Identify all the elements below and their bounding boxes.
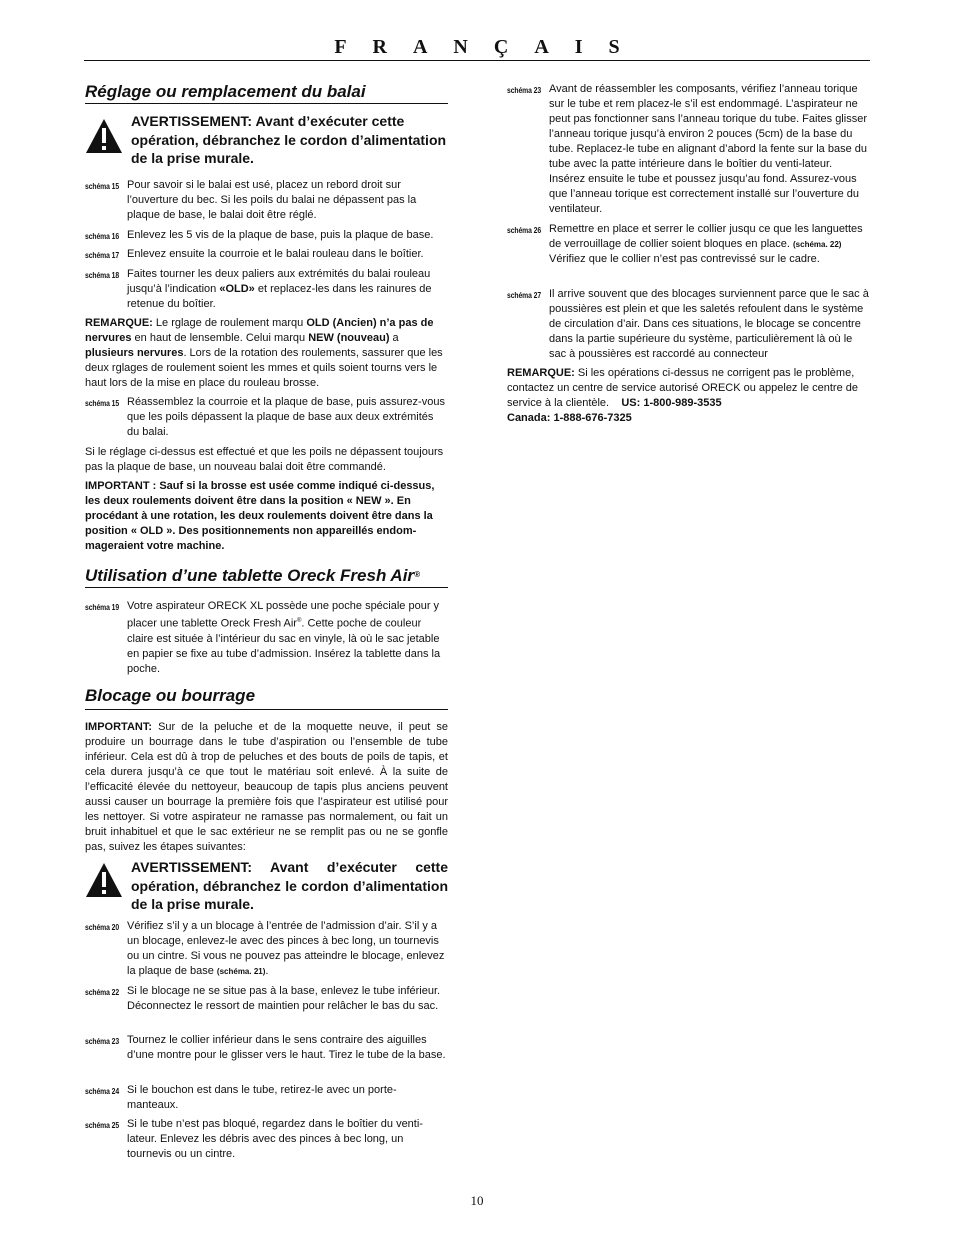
list-item: [85, 395, 448, 440]
list-item-text: Avant de réassembler les composants, vérifiez l’anneau torique sur le tube et rem placez-le s’il est endommagé. L’aspirateur ne peut pas fonctionner sans l’anneau torique du tube. Faites glisser l’anneau torique jusqu’à environ 2 pouces (5cm) de la base du tube. Replacez-le tube en alignant d’abord la fente sur la base du tube avec la patte intérieure dans le boîtier du venti-lateur. Insérez ensuite le tube et poussez jusqu’au fond. Assurez-vous que l’anneau torique est correctement installé sur l’ouverture du ventilateur.: [549, 83, 867, 215]
figure-ref: schéma 26: [507, 226, 542, 235]
figure-ref: schéma 20: [85, 923, 120, 932]
heading-blocage: Blocage ou bourrage: [85, 686, 256, 705]
figure-ref: schéma 15: [85, 182, 120, 191]
list-item: [85, 599, 448, 677]
list-item-text: Il arrive souvent que des blocages surviennent parce que le sac à poussières est plein et que les saletés refoulent dans le système de circulation d’air. Dans ces situations, le blocage se concentre dans la partie supérieure du système, particulièrement là où le sac à poussières est raccordé au connecteur: [549, 288, 869, 360]
heading-rule: [85, 709, 448, 710]
figure-ref: schéma 23: [85, 1037, 120, 1046]
warning-icon: [85, 862, 123, 898]
list-item: [507, 287, 869, 362]
list-item: [85, 247, 448, 262]
figure-ref: schéma 15: [85, 399, 120, 408]
warning-text-1: AVERTISSEMENT: Avant d’exécuter cette opération, débranchez le cordon d’alimentation de la prise murale.: [131, 113, 447, 166]
paragraph-reglage: Si le réglage ci-dessus est effectué et que les poils ne dépassent toujours pas la plaque de base, un nouveau balai doit être commandé.: [85, 446, 444, 473]
list-item-text: Enlevez ensuite la courroie et le balai rouleau dans le boîtier.: [127, 248, 424, 260]
remarque-contact-paragraph: REMARQUE: Si les opérations ci-dessus ne corrigent pas le problème, contactez un centre de service autorisé ORECK ou appelez le centre de service à la clientèle. US: 1-800-989-3535 Canada: 1-888-676-7325: [507, 367, 858, 424]
heading-balai: [85, 81, 448, 104]
list-item-text: Tournez le collier inférieur dans le sens contraire des aiguilles d’une montre pour le glisser vers le haut. Tirez le tube de la base.: [127, 1034, 446, 1061]
list-item-text: Vérifiez s’il y a un blocage à l’entrée de l’admission d’air. S’il y a un blocage, enlevez-le avec des pinces à bec long, un tournevis ou un cintre. Si vous ne pouvez pas atteindre le blocage, enlevez la plaque de base (schéma. 21).: [127, 920, 445, 977]
phone-canada: Canada: 1-888-676-7325: [507, 412, 632, 424]
figure-ref: schéma 17: [85, 251, 120, 260]
list-item: [85, 984, 448, 1014]
list-item-text: Votre aspirateur ORECK XL possède une poche spéciale pour y placer une tablette Oreck Fresh Air®. Cette poche de couleur claire est située à l’intérieur du sac en vinyle, là où le sac jetable en papier se fixe au tube d’admission. Insérez la tablette dans la poche.: [127, 600, 441, 675]
figure-ref: schéma 16: [85, 232, 120, 241]
language-title: FRANÇAIS: [334, 36, 646, 58]
list-item-text: Faites tourner les deux paliers aux extrémités du balai rouleau jusqu’à l’indication «OLD» et replacez-les dans les rainures de retenue du boîtier.: [127, 268, 432, 310]
page-header: [84, 36, 870, 61]
warning-icon: [85, 118, 123, 154]
list-item: [85, 919, 448, 979]
figure-ref: schéma 23: [507, 86, 542, 95]
warning-text-2: AVERTISSEMENT: Avant d’exécuter cette opération, débranchez le cordon d’alimentation de la prise murale.: [131, 859, 448, 912]
figure-ref: schéma 25: [85, 1121, 120, 1130]
figure-ref: schéma 22: [85, 988, 120, 997]
list-item-text: Pour savoir si le balai est usé, placez un rebord droit sur l’ouverture du bec. Si les poils du balai ne dépassent pas la plaque de base, le balai doit être réglé.: [127, 179, 417, 221]
heading-fresh-air: Utilisation d’une tablette Oreck Fresh Air®: [85, 565, 448, 588]
figure-ref: schéma 19: [85, 603, 120, 612]
list-item: [85, 1033, 448, 1063]
page-number: 10: [470, 1193, 484, 1208]
figure-ref: schéma 24: [85, 1087, 120, 1096]
figure-ref: schéma 27: [507, 291, 542, 300]
registered-mark: ®: [414, 570, 420, 579]
list-item-text: Si le blocage ne se situe pas à la base, enlevez le tube inférieur. Déconnectez le ressort de maintien pour relâcher le bas du sac.: [127, 985, 441, 1012]
list-item-text: Réassemblez la courroie et la plaque de base, puis assurez-vous que les poils dépassent la plaque de base aux deux extrémités du balai.: [127, 396, 445, 438]
list-item: [85, 1083, 448, 1113]
list-item: [85, 178, 448, 223]
important-paragraph-1: IMPORTANT : Sauf si la brosse est usée comme indiqué ci-dessus, les deux roulements doivent être dans la position « NEW ». En procédant à une rotation, les deux roulements doivent être dans la position « OLD ». Des positionnements non appareillés endom-mageraient votre machine.: [85, 480, 435, 552]
important-paragraph-2: IMPORTANT: Sur de la peluche et de la moquette neuve, il peut se produire un bourrage dans le tube d’aspiration ou l’ensemble de tube inférieur. Cela est dû à trop de peluches et des bouts de poils de tapis, et cela durera jusqu’à ce que tout le matériau soit enlevé. À la suite de l’efficacité élevée du nettoyeur, beaucoup de tapis plus anciens peuvent aussi causer un bourrage la première fois que l’aspirateur est utilisé pour les nettoyer. Si votre aspirateur ne ramasse pas normalement, ou fait un bruit inhabituel et que le sac extérieur ne se remplit pas ou ne se gonfle pas, suivez les étapes suivantes:: [85, 721, 448, 853]
list-item-text: Si le bouchon est dans le tube, retirez-le avec un porte-manteaux.: [127, 1084, 397, 1111]
list-item-text: Si le tube n’est pas bloqué, regardez dans le boîtier du venti-lateur. Enlevez les débris avec des pinces à bec long, un tournevis ou un cintre.: [127, 1118, 423, 1160]
remarque-paragraph: REMARQUE: Le rglage de roulement marqu OLD (Ancien) n’a pas de nervures en haut de lensemble. Celui marqu NEW (nouveau) a plusieurs nervures. Lors de la rotation des roulements, sassurer que les deux rglages de roulement soient les mmes et quils soient tourns vers le haut lors de la mise en place du rouleau brosse.: [85, 317, 443, 389]
list-item: [85, 1117, 448, 1162]
figure-ref: schéma 18: [85, 271, 120, 280]
list-item: [85, 228, 448, 243]
list-item: [85, 267, 448, 312]
phone-us: US: 1-800-989-3535: [621, 397, 722, 409]
list-item: [507, 82, 869, 217]
list-item-text: Enlevez les 5 vis de la plaque de base, puis la plaque de base.: [127, 229, 434, 241]
list-item-text: Remettre en place et serrer le collier jusqu ce que les languettes de verrouillage de collier soient bloques en place. (schéma. 22) Vérifiez que le collier n’est pas contrevissé sur le cadre.: [549, 223, 863, 265]
heading-balai-text: Réglage ou remplacement du balai: [85, 82, 366, 101]
list-item: [507, 222, 869, 267]
